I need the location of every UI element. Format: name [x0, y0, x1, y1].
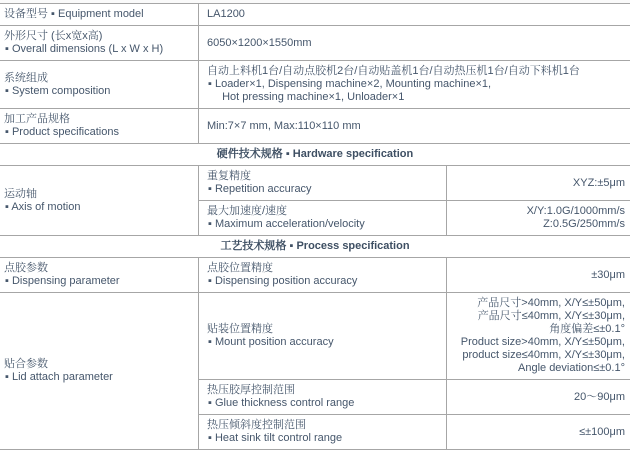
text-line: ▪ Overall dimensions (L x W x H)	[5, 43, 164, 55]
subrow-value	[446, 293, 630, 379]
table-row	[0, 258, 630, 293]
spec-table	[0, 3, 630, 450]
text-line: XYZ:±5μm	[572, 176, 625, 189]
section-header-row	[0, 236, 630, 258]
subrow	[199, 293, 630, 380]
text-line: 贴装位置精度	[207, 323, 273, 335]
row-label	[0, 166, 199, 235]
text-line: 角度偏差≤±0.1°	[549, 323, 625, 335]
text-line: 热压胶厚控制范围	[207, 384, 295, 396]
text-line: ▪ Axis of motion	[5, 200, 81, 213]
subrow-value	[446, 415, 630, 449]
text-line: 产品尺寸>40mm, X/Y≤±50μm,	[477, 297, 625, 309]
text-line: ≤±100μm	[579, 425, 625, 438]
subrow	[199, 258, 630, 292]
row-label	[0, 258, 199, 292]
text-line: ▪ Product specifications	[5, 126, 119, 138]
text-line: 点胶位置精度	[207, 262, 273, 274]
text-line: ▪ Dispensing parameter	[5, 275, 120, 287]
text-line: ▪ Glue thickness control range	[208, 397, 355, 409]
text-line: ▪ Heat sink tilt control range	[208, 432, 343, 444]
row-label	[0, 26, 199, 60]
subrow-stack	[199, 166, 630, 235]
section-header-title: 工艺技术规格 ▪ Process specification	[220, 240, 410, 252]
subrow-value	[446, 166, 630, 200]
table-row	[0, 166, 630, 236]
text-line: ▪ Loader×1, Dispensing machine×2, Mounting machine×1,	[208, 78, 492, 90]
subrow	[199, 380, 630, 415]
row-value	[199, 26, 630, 60]
table-row	[0, 26, 630, 61]
text-line: 20～90μm	[574, 390, 625, 403]
text-line: Z:0.5G/250mm/s	[543, 218, 625, 230]
subrow-value	[446, 258, 630, 292]
text-line: 热压倾斜度控制范围	[207, 419, 306, 431]
subrow-label	[199, 166, 446, 200]
text-line: 6050×1200×1550mm	[207, 36, 312, 49]
row-label	[0, 293, 199, 449]
table-row	[0, 4, 630, 26]
text-line: 产品尺寸≤40mm, X/Y≤±30μm,	[477, 310, 625, 322]
text-line: ±30μm	[591, 268, 625, 281]
subrow-label	[199, 380, 446, 414]
text-line: ▪ Repetition accuracy	[208, 183, 312, 195]
row-value	[199, 61, 630, 108]
text-line: Hot pressing machine×1, Unloader×1	[216, 91, 405, 103]
subrow-stack	[199, 258, 630, 292]
text-line: 运动轴	[4, 187, 37, 200]
row-value	[199, 4, 630, 25]
row-label	[0, 109, 199, 143]
subrow-label	[199, 258, 446, 292]
section-header-row	[0, 144, 630, 166]
subrow-value	[446, 380, 630, 414]
text-line: Angle deviation≤±0.1°	[518, 362, 625, 374]
section-header-title: 硬件技术规格 ▪ Hardware specification	[216, 148, 414, 160]
text-line: 外形尺寸 (长x宽x高)	[4, 30, 103, 42]
row-label	[0, 61, 199, 108]
text-line: 设备型号 ▪ Equipment model	[4, 8, 144, 20]
row-label	[0, 4, 199, 25]
text-line: 最大加速度/速度	[207, 205, 288, 217]
table-row	[0, 293, 630, 450]
subrow	[199, 201, 630, 235]
row-value	[199, 109, 630, 143]
text-line: Product size>40mm, X/Y≤±50μm,	[460, 336, 625, 348]
text-line: 自动上料机1台/自动点胶机2台/自动贴盖机1台/自动热压机1台/自动下料机1台	[207, 65, 580, 77]
text-line: LA1200	[207, 8, 245, 20]
subrow	[199, 415, 630, 449]
text-line: ▪ System composition	[5, 84, 111, 97]
text-line: Min:7×7 mm, Max:110×110 mm	[207, 119, 361, 132]
table-row	[0, 61, 630, 109]
text-line: ▪ Dispensing position accuracy	[208, 275, 358, 287]
subrow-value	[446, 201, 630, 235]
text-line: 贴合参数	[4, 358, 48, 370]
text-line: ▪ Mount position accuracy	[208, 336, 334, 348]
text-line: X/Y:1.0G/1000mm/s	[526, 205, 625, 217]
text-line: 重复精度	[207, 170, 251, 182]
text-line: product size≤40mm, X/Y≤±30μm,	[462, 349, 625, 361]
subrow-stack	[199, 293, 630, 449]
text-line: ▪ Maximum acceleration/velocity	[208, 218, 365, 230]
subrow-label	[199, 415, 446, 449]
subrow	[199, 166, 630, 201]
subrow-label	[199, 293, 446, 379]
text-line: 系统组成	[4, 71, 48, 84]
subrow-label	[199, 201, 446, 235]
text-line: 点胶参数	[4, 262, 48, 274]
table-row	[0, 109, 630, 144]
text-line: ▪ Lid attach parameter	[5, 371, 113, 383]
text-line: 加工产品规格	[4, 113, 70, 125]
